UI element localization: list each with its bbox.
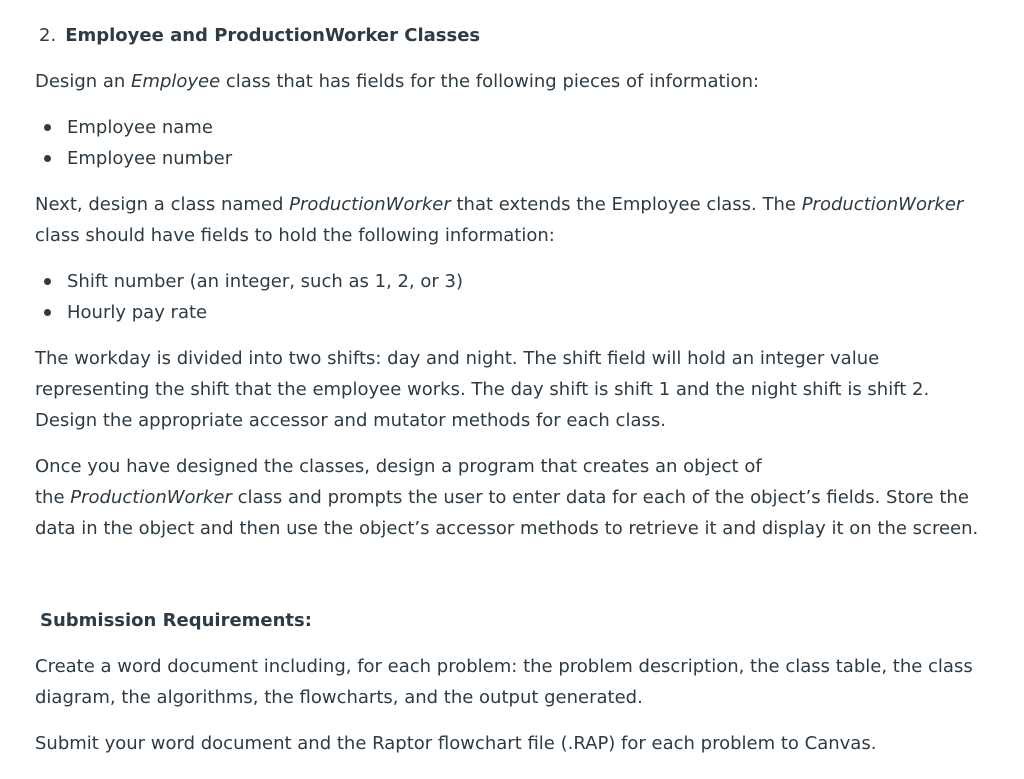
text-span: class that has fields for the following pieces of information: bbox=[220, 71, 760, 92]
text-span: class and prompts the user to enter data for each of the object’s fields. Store the data in the object and then use the object’s accessor methods to retrieve it and display it on the screen. bbox=[35, 487, 979, 539]
list-item bbox=[35, 112, 988, 143]
class-name-production-worker: ProductionWorker bbox=[70, 487, 232, 508]
employee-fields-list bbox=[35, 112, 988, 174]
bullet-icon bbox=[44, 124, 51, 131]
production-worker-fields-list bbox=[35, 266, 988, 328]
shift-description: The workday is divided into two shifts: day and night. The shift field will hold an integer value representing the shift that the employee works. The day shift is shift 1 and the night shift is shift 2. Design the appropriate accessor and mutator methods for each class. bbox=[35, 348, 930, 431]
submission-heading: Submission Requirements: bbox=[40, 610, 312, 631]
problem-number: 2. bbox=[39, 25, 57, 46]
text-span: the bbox=[35, 487, 71, 508]
submission-instructions: Create a word document including, for each problem: the problem description, the class table, the class diagram, the algorithms, the flowcharts, and the output generated. bbox=[35, 656, 973, 708]
text-span: Design an bbox=[35, 71, 132, 92]
employee-description bbox=[35, 66, 988, 97]
list-item-text: Employee name bbox=[67, 117, 213, 138]
production-worker-description bbox=[35, 189, 988, 251]
list-item bbox=[35, 297, 988, 328]
list-item-text: Shift number (an integer, such as 1, 2, or 3) bbox=[67, 271, 464, 292]
problem-title: Employee and ProductionWorker Classes bbox=[65, 25, 481, 46]
text-span: Next, design a class named bbox=[35, 194, 290, 215]
program-description bbox=[35, 451, 988, 544]
text-span: class should have fields to hold the following information: bbox=[35, 225, 555, 246]
list-item bbox=[35, 143, 988, 174]
bullet-icon bbox=[44, 309, 51, 316]
text-span: Once you have designed the classes, design a program that creates an object of bbox=[35, 456, 762, 477]
list-item-text: Employee number bbox=[67, 148, 233, 169]
class-name-production-worker: ProductionWorker bbox=[801, 194, 964, 215]
bullet-icon bbox=[44, 278, 51, 285]
spacer bbox=[35, 559, 988, 605]
problem-heading bbox=[35, 20, 988, 51]
list-item bbox=[35, 266, 988, 297]
submission-upload-instructions: Submit your word document and the Raptor flowchart file (.RAP) for each problem to Canvas. bbox=[35, 733, 877, 754]
class-name-employee: Employee bbox=[131, 71, 221, 92]
text-span: that extends the Employee class. The bbox=[450, 194, 802, 215]
bullet-icon bbox=[44, 155, 51, 162]
class-name-production-worker: ProductionWorker bbox=[289, 194, 451, 215]
list-item-text: Hourly pay rate bbox=[67, 302, 208, 323]
